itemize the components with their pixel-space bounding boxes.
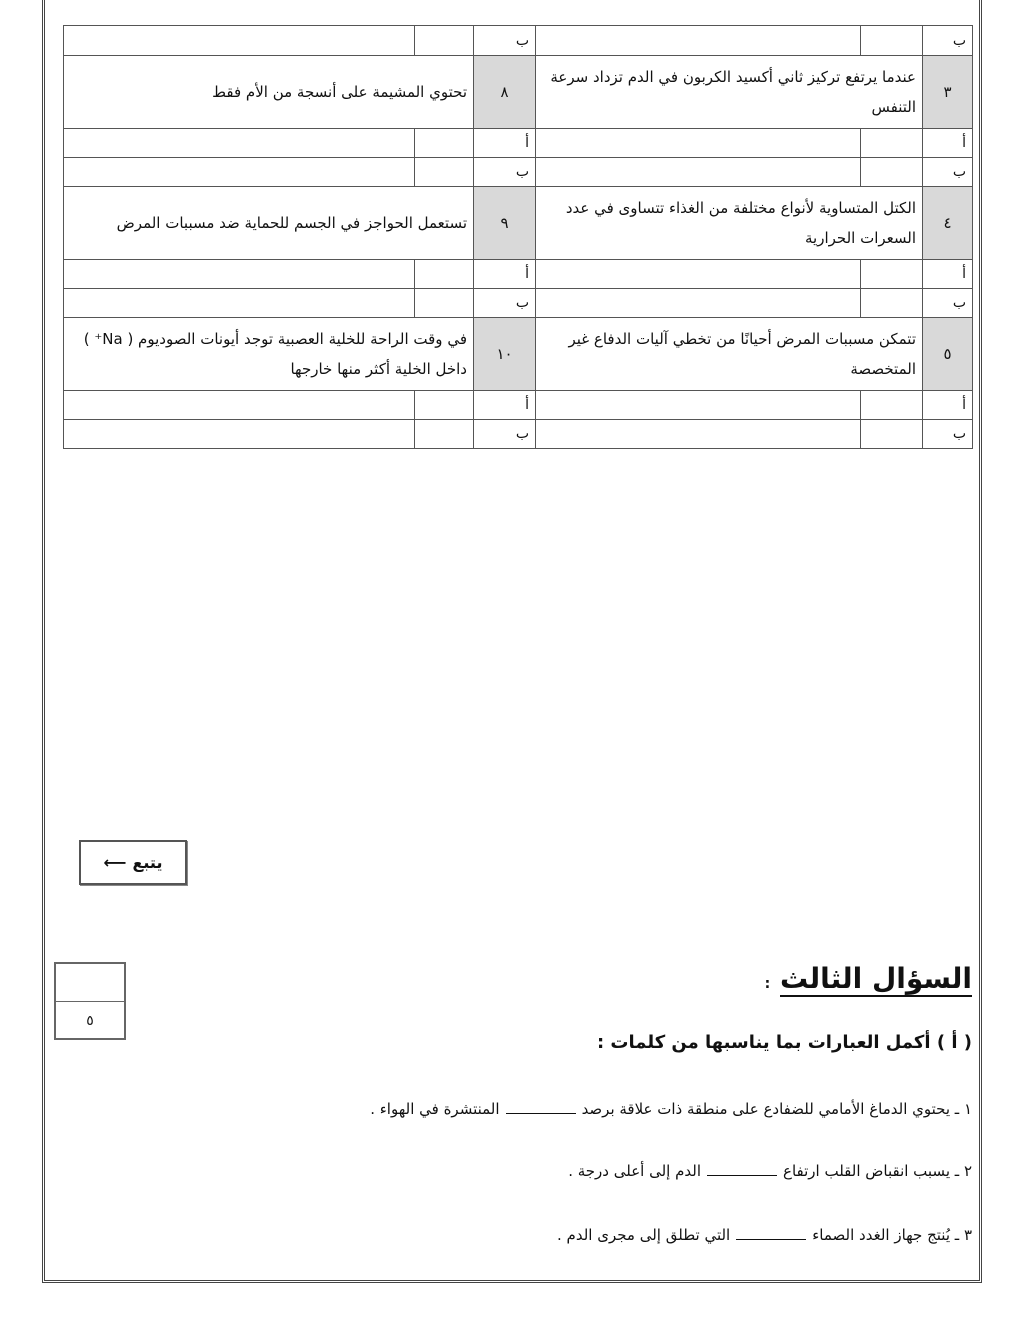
question-number: ٣ <box>923 56 973 129</box>
item-text: التي تطلق إلى مجرى الدم . <box>557 1226 731 1244</box>
score-total: ٥ <box>86 1013 94 1029</box>
answer-letter: ب <box>474 26 536 56</box>
table-row <box>64 289 973 318</box>
table-row <box>64 391 973 420</box>
answer-mark-cell[interactable] <box>861 260 923 289</box>
answer-cell[interactable] <box>536 158 861 187</box>
answer-mark-cell[interactable] <box>861 158 923 187</box>
answer-cell[interactable] <box>536 129 861 158</box>
answer-letter-b: ب <box>923 158 973 187</box>
item-text: الدم إلى أعلى درجة . <box>568 1162 701 1180</box>
answer-cell[interactable] <box>536 391 861 420</box>
section-title-text: السؤال الثالث <box>779 962 972 995</box>
fill-item-3 <box>557 1226 972 1244</box>
table-row <box>64 129 973 158</box>
answers-table <box>63 25 973 449</box>
answer-mark-cell[interactable] <box>415 391 474 420</box>
item-text: ٣ ـ يُنتج جهاز الغدد الصماء <box>812 1226 972 1244</box>
part-a-heading: ( أ ) أكمل العبارات بما يناسبها من كلمات : <box>596 1032 972 1053</box>
score-box <box>54 962 126 1040</box>
question-text: في وقت الراحة للخلية العصبية توجد أيونات الصوديوم ( Na⁺ ) داخل الخلية أكثر منها خارجها <box>64 318 474 391</box>
question-row <box>64 318 973 391</box>
question-row <box>64 56 973 129</box>
answer-mark-cell[interactable] <box>861 26 923 56</box>
section-title-colon: : <box>764 976 771 992</box>
arrow-left-icon: ⟵ <box>103 853 127 872</box>
question-number: ٥ <box>923 318 973 391</box>
answer-mark-cell[interactable] <box>415 158 474 187</box>
answer-letter-a: أ <box>923 260 973 289</box>
answer-cell[interactable] <box>64 391 415 420</box>
answer-mark-cell[interactable] <box>415 129 474 158</box>
answer-cell[interactable] <box>536 260 861 289</box>
answer-letter-b: ب <box>923 420 973 449</box>
answer-cell[interactable] <box>536 289 861 318</box>
continue-button[interactable] <box>79 840 187 885</box>
answer-letter-b: ب <box>474 158 536 187</box>
answer-cell[interactable] <box>64 158 415 187</box>
question-text: تتمكن مسببات المرض أحيانًا من تخطي آليات الدفاع غير المتخصصة <box>536 318 923 391</box>
item-text: ١ ـ يحتوي الدماغ الأمامي للضفادع على منطقة ذات علاقة برصد <box>581 1100 972 1118</box>
table-row <box>64 26 973 56</box>
table-row <box>64 260 973 289</box>
answer-letter-a: أ <box>474 260 536 289</box>
answer-mark-cell[interactable] <box>415 26 474 56</box>
answer-letter-b: ب <box>474 420 536 449</box>
blank-field[interactable] <box>506 1113 576 1114</box>
answer-cell[interactable] <box>64 420 415 449</box>
answer-mark-cell[interactable] <box>415 420 474 449</box>
table-row <box>64 420 973 449</box>
question-number: ٨ <box>474 56 536 129</box>
answer-letter-a: أ <box>474 391 536 420</box>
answer-letter-b: ب <box>474 289 536 318</box>
question-text: الكتل المتساوية لأنواع مختلفة من الغذاء تتساوى في عدد السعرات الحرارية <box>536 187 923 260</box>
question-number: ١٠ <box>474 318 536 391</box>
item-text: المنتشرة في الهواء . <box>370 1100 500 1118</box>
question-number: ٩ <box>474 187 536 260</box>
answer-mark-cell[interactable] <box>861 289 923 318</box>
fill-item-1 <box>370 1100 972 1118</box>
answer-letter-a: أ <box>923 129 973 158</box>
question-text: عندما يرتفع تركيز ثاني أكسيد الكربون في الدم تزداد سرعة التنفس <box>536 56 923 129</box>
question-row <box>64 187 973 260</box>
section-title <box>765 962 972 995</box>
answer-letter-b: ب <box>923 289 973 318</box>
answer-mark-cell[interactable] <box>415 289 474 318</box>
answer-mark-cell[interactable] <box>861 420 923 449</box>
item-text: ٢ ـ يسبب انقباض القلب ارتفاع <box>783 1162 972 1180</box>
answer-cell[interactable] <box>536 26 861 56</box>
score-earned[interactable] <box>56 964 124 1002</box>
answer-cell[interactable] <box>64 26 415 56</box>
table-row <box>64 158 973 187</box>
blank-field[interactable] <box>736 1239 806 1240</box>
answer-cell[interactable] <box>536 420 861 449</box>
continue-label: يتبع <box>132 853 163 872</box>
answer-cell[interactable] <box>64 289 415 318</box>
answer-letter-a: أ <box>474 129 536 158</box>
answer-mark-cell[interactable] <box>861 129 923 158</box>
answer-cell[interactable] <box>64 129 415 158</box>
answer-letter: ب <box>923 26 973 56</box>
question-text: تستعمل الحواجز في الجسم للحماية ضد مسببات المرض <box>64 187 474 260</box>
fill-item-2 <box>568 1162 972 1180</box>
answer-mark-cell[interactable] <box>415 260 474 289</box>
answer-mark-cell[interactable] <box>861 391 923 420</box>
answer-letter-a: أ <box>923 391 973 420</box>
blank-field[interactable] <box>707 1175 777 1176</box>
question-text: تحتوي المشيمة على أنسجة من الأم فقط <box>64 56 474 129</box>
answer-cell[interactable] <box>64 260 415 289</box>
question-number: ٤ <box>923 187 973 260</box>
